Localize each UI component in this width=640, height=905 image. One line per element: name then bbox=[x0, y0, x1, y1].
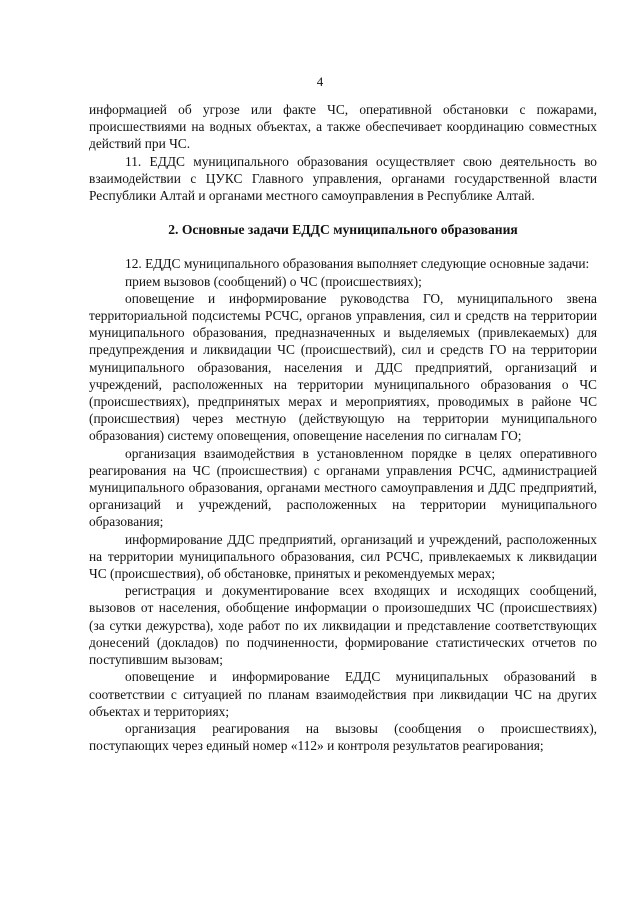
task-item-interaction: организация взаимодействия в установленном порядке в целях оперативного реагирования на ЧС (происшествия) с органами управления РСЧС, администрацией муниципального образования, органами местного самоуправления и ДДС предприятий, организаций и учреждений, расположенных на территории муниципального образования; bbox=[89, 445, 597, 530]
task-item-edds-notification: оповещение и информирование ЕДДС муниципальных образований в соответствии с ситуацией по планам взаимодействия при ликвидации ЧС на других объектах и территориях; bbox=[89, 669, 597, 719]
task-item-informing: информирование ДДС предприятий, организаций и учреждений, расположенных на территории муниципального образования, сил РСЧС, привлекаемых к ликвидации ЧС (происшествия), об обстановке, принятых и рекомендуемых мерах; bbox=[89, 531, 597, 582]
task-item-notification: оповещение и информирование руководства ГО, муниципального звена территориальной подсистемы РСЧС, органов управления, сил и средств на территории муниципального образования, предназначенных и выделяемых (привлекаемых) для предупреждения и ликвидации ЧС (происшествий), сил и средств ГО на территории муниципального образования, населения и ДДС предприятий, организаций и учреждений, расположенных на территории муниципального образования о ЧС (происшествиях), предпринятых мерах и мероприятиях, проводимых в районе ЧС (происшествия) через местную (действующую на территории муниципального образования) систему оповещения, оповещение населения по сигналам ГО; bbox=[89, 290, 597, 444]
paragraph-item-11: 11. ЕДДС муниципального образования осуществляет свою деятельность во взаимодействии с ЦУКС Главного управления, органами государственной власти Республики Алтай и органами местного самоуправления в Республике Алтай. bbox=[89, 153, 597, 204]
paragraph-item-12: 12. ЕДДС муниципального образования выполняет следующие основные задачи: bbox=[125, 256, 590, 272]
document-body bbox=[89, 101, 597, 754]
section-heading: 2. Основные задачи ЕДДС муниципального образования bbox=[168, 222, 518, 238]
task-item-registration: регистрация и документирование всех входящих и исходящих сообщений, вызовов от населения, обобщение информации о произошедших ЧС (происшествиях) (за сутки дежурства), ходе работ по их ликвидации и представление соответствующих донесений (докладов) по подчиненности, формирование статистических отчетов по поступившим вызовам; bbox=[89, 583, 597, 668]
paragraph-continuation: информацией об угрозе или факте ЧС, оперативной обстановки с пожарами, происшествиями на водных объектах, а также обеспечивает координацию совместных действий при ЧС. bbox=[89, 102, 597, 152]
task-item-calls: прием вызовов (сообщений) о ЧС (происшествиях); bbox=[125, 273, 422, 289]
task-item-112-response: организация реагирования на вызовы (сообщения о происшествиях), поступающих через единый номер «112» и контроля результатов реагирования; bbox=[89, 720, 597, 754]
page-number: 4 bbox=[316, 74, 324, 89]
